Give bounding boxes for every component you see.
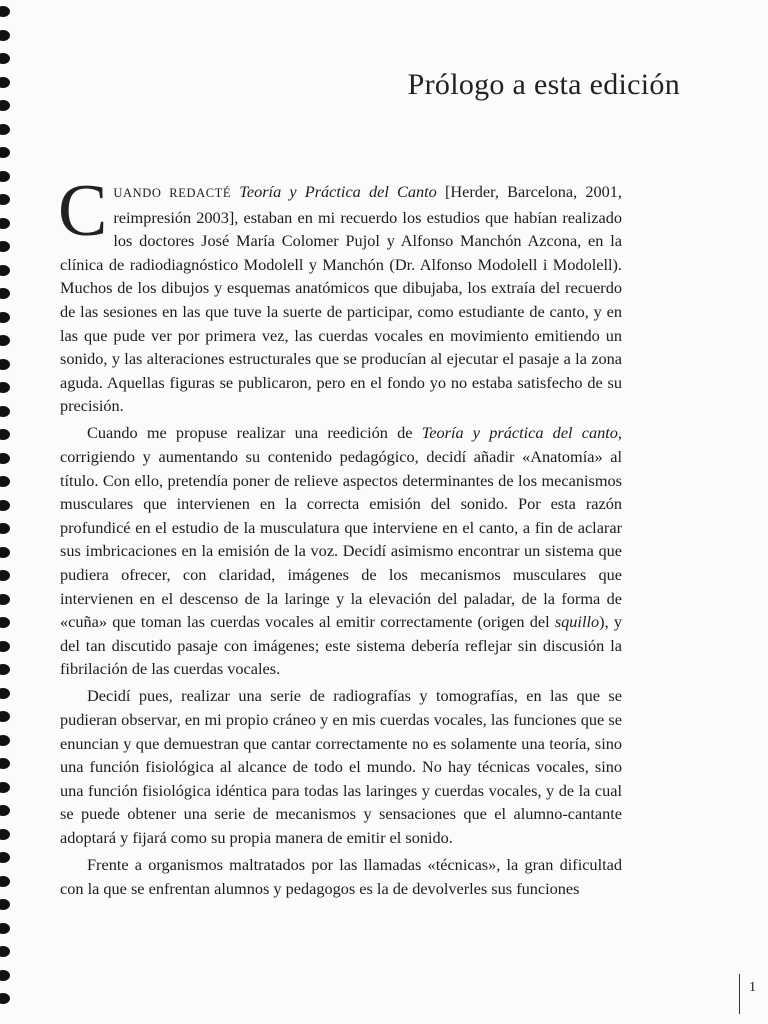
binding-hole (0, 171, 10, 182)
binding-hole (0, 641, 10, 652)
binding-hole (0, 194, 10, 205)
binding-hole (0, 570, 10, 581)
paragraph-1 (58, 170, 622, 418)
term-squillo: squillo (554, 612, 600, 632)
page-title: Prólogo a esta edición (407, 68, 680, 101)
binding-hole (0, 970, 10, 981)
binding-hole (0, 241, 10, 252)
paragraph-2-after: ), y del tan discutido pasaje con imágenes; este sistema debería reflejar sin discusión la fibrilación de las cuerdas vocales. (60, 612, 622, 679)
binding-hole (0, 312, 10, 323)
binding-hole (0, 53, 10, 64)
binding-hole (0, 124, 10, 135)
paragraph-2 (60, 421, 622, 681)
binding-hole (0, 500, 10, 511)
binding-hole (0, 406, 10, 417)
page-margin-rule (739, 974, 740, 1014)
binding-hole (0, 594, 10, 605)
page-number: 1 (749, 980, 756, 995)
paragraph-2-mid: corrigiendo y aumentando su contenido pedagógico, decidí añadir «Anatomía» al título. Con ello, pretendía poner de relieve aspectos determinantes de los mecanismos musculares que intervienen en la correcta emisión del sonido. Por esta razón profundicé en el estudio de la musculatura que interviene en el canto, a fin de aclarar sus imbricaciones en la emisión de la voz. Decidí asimismo encontrar un sistema que pudiera ofrecer, con claridad, imágenes de los mecanismos musculares que intervienen en el descenso de la laringe y la elevación del paladar, de la forma de «cuña» que toman las cuerdas vocales al emitir correctamente (origen del (60, 447, 622, 632)
binding-hole (0, 758, 10, 769)
book-title-ref: Teoría y práctica del canto, (421, 423, 623, 443)
binding-hole (0, 547, 10, 558)
binding-hole (0, 782, 10, 793)
binding-hole (0, 852, 10, 863)
binding-hole (0, 335, 10, 346)
binding-hole (0, 359, 10, 370)
binding-hole (0, 805, 10, 816)
binding-hole (0, 218, 10, 229)
binding-hole (0, 876, 10, 887)
body-text (58, 170, 623, 900)
binding-hole (0, 617, 10, 628)
binding-hole (0, 711, 10, 722)
paragraph-1-text: [Herder, Barcelona, 2001, reimpresión 2003], estaban en mi recuerdo los estudios que habían realizado los doctores José María Colomer Pujol y Alfonso Manchón Azcona, en la clínica de radiodiagnóstico Modolell y Manchón (Dr. Alfonso Modolell i Modolell). Muchos de los dibujos y esquemas anatómicos que dibujaba, los extraía del recuerdo de las sesiones en las que tuve la suerte de participar, como estudiante de canto, y en las que pude ver por primera vez, las cuerdas vocales en movimiento emitiendo un sonido, y las alteraciones estructurales que se producían al ejecutar el pasaje a la zona aguda. Aquellas figuras se publicaron, pero en el fondo yo no estaba satisfecho de su precisión. (60, 182, 622, 416)
binding-hole (0, 899, 10, 910)
binding-hole (0, 664, 10, 675)
paragraph-4: Frente a organismos maltratados por las llamadas «técnicas», la gran dificultad con la que se enfrentan alumnos y pedagogos es la de devolverles sus funciones (60, 855, 622, 898)
binding-hole (0, 77, 10, 88)
binding-hole (0, 993, 10, 1004)
binding-hole (0, 288, 10, 299)
binding-hole (0, 476, 10, 487)
binding-hole (0, 382, 10, 393)
binding-hole (0, 429, 10, 440)
binding-hole (0, 147, 10, 158)
binding-hole (0, 30, 10, 41)
book-title-ref: Teoría y Práctica del Canto (239, 182, 437, 201)
binding-hole (0, 100, 10, 111)
binding-hole (0, 829, 10, 840)
paragraph-3: Decidí pues, realizar una serie de radiografías y tomografías, en las que se pudieran observar, en mi propio cráneo y en mis cuerdas vocales, las funciones que se enuncian y que demuestran que cantar correctamente no es solamente una teoría, sino una función fisiológica al alcance de todo el mundo. No hay técnicas vocales, sino una función fisiológica idéntica para todas las laringes y cuerdas vocales, y de la cual se puede obtener una serie de mecanismos y sensaciones que el alumno-cantante adoptará y fijará como su propia manera de emitir el sonido. (60, 686, 622, 848)
binding-hole (0, 6, 10, 17)
binding-hole (0, 265, 10, 276)
drop-cap: C (58, 170, 108, 252)
binding-hole (0, 923, 10, 934)
paragraph-2-before: Cuando me propuse realizar una reedición de (87, 423, 422, 443)
binding-hole (0, 946, 10, 957)
lead-in-small-caps: UANDO REDACTÉ (113, 186, 232, 200)
binding-hole (0, 523, 10, 534)
spiral-binding (0, 0, 22, 1024)
binding-hole (0, 453, 10, 464)
binding-hole (0, 735, 10, 746)
binding-hole (0, 688, 10, 699)
